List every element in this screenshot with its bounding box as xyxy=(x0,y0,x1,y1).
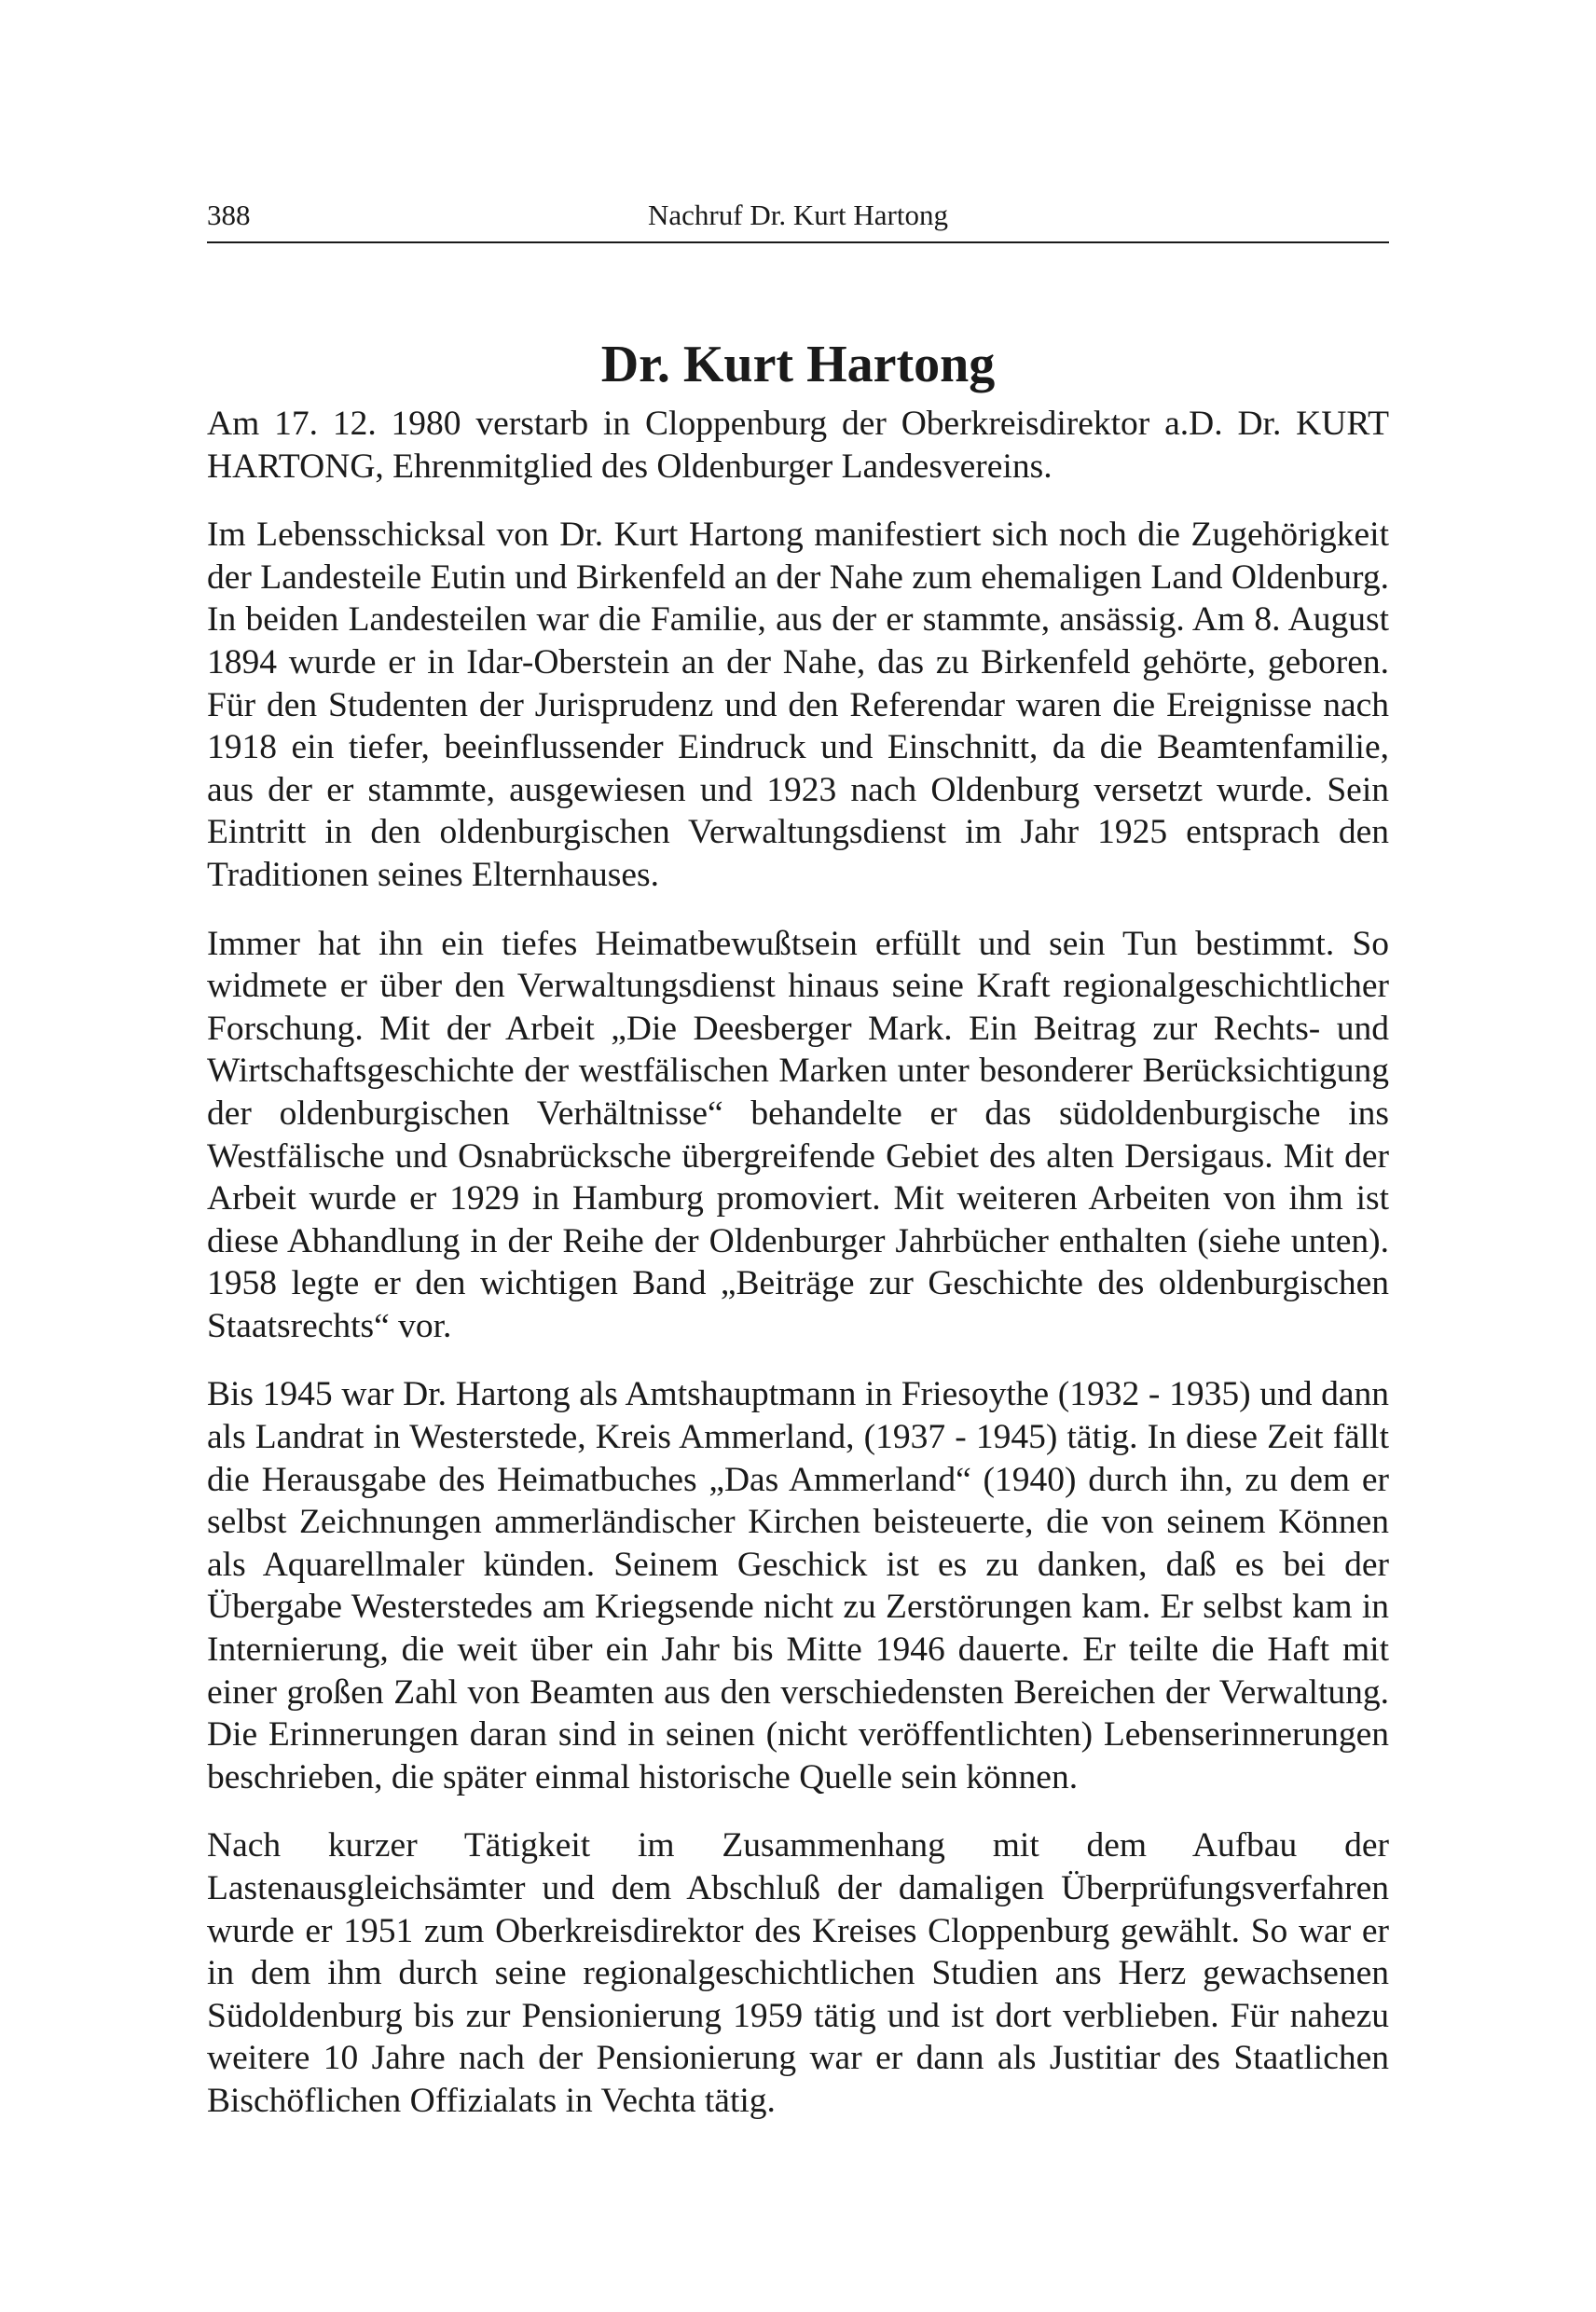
paragraph-intro: Am 17. 12. 1980 verstarb in Cloppenburg der Oberkreisdirektor a.D. Dr. KURT HARTONG, Ehrenmitglied des Oldenburger Landesvereins. xyxy=(207,405,1389,486)
running-title: Nachruf Dr. Kurt Hartong xyxy=(648,199,948,231)
article-body xyxy=(207,403,1389,2149)
page-number: 388 xyxy=(207,199,251,231)
paragraph-later-career: Nach kurzer Tätigkeit im Zusammenhang mit dem Aufbau der Lastenausgleichsämter und dem Abschluß der damaligen Überprüfungsverfahren wurde er 1951 zum Oberkreisdirektor des Kreises Cloppenburg gewählt. So war er in dem ihm durch seine regionalgeschichtlichen Studien ans Herz gewachsenen Südoldenburg bis zur Pensionierung 1959 tätig und ist dort verblieben. Für nahezu weitere 10 Jahre nach der Pensionierung war er dann als Justitiar des Staatlichen Bischöflichen Offizialats in Vechta tätig. xyxy=(207,1826,1389,2120)
running-header xyxy=(207,194,1389,237)
paragraph-research: Immer hat ihn ein tiefes Heimatbewußtsein erfüllt und sein Tun bestimmt. So widmete er über den Verwaltungsdienst hinaus seine Kraft regionalgeschichtlicher Forschung. Mit der Arbeit „Die Deesberger Mark. Ein Beitrag zur Rechts- und Wirtschaftsgeschichte der westfälischen Marken unter besonderer Berücksichtigung der oldenburgischen Verhältnisse“ behandelte er das südoldenburgische ins Westfälische und Osnabrücksche übergreifende Gebiet des alten Dersigaus. Mit der Arbeit wurde er 1929 in Hamburg promoviert. Mit weiteren Arbeiten von ihm ist diese Abhandlung in der Reihe der Oldenburger Jahrbücher enthalten (siehe unten). 1958 legte er den wichtigen Band „Beiträge zur Geschichte des oldenburgischen Staatsrechts“ vor. xyxy=(207,924,1389,1345)
paragraph-career-war: Bis 1945 war Dr. Hartong als Amtshauptmann in Friesoythe (1932 - 1935) und dann als Landrat in Westerstede, Kreis Ammerland, (1937 - 1945) tätig. In diese Zeit fällt die Herausgabe des Heimatbuches „Das Ammerland“ (1940) durch ihn, zu dem er selbst Zeichnungen ammerländischer Kirchen beisteuerte, die von seinem Können als Aquarellmaler künden. Seinem Geschick ist es zu danken, daß es bei der Übergabe Westerstedes am Kriegsende nicht zu Zerstörungen kam. Er selbst kam in Internierung, die weit über ein Jahr bis Mitte 1946 dauerte. Er teilte die Haft mit einer großen Zahl von Beamten aus den verschiedensten Bereichen der Verwaltung. Die Erinnerungen daran sind in seinen (nicht veröffentlichten) Lebenserinnerungen beschrieben, die später einmal historische Quelle sein können. xyxy=(207,1375,1389,1796)
header-rule xyxy=(207,241,1389,243)
paragraph-origins: Im Lebensschicksal von Dr. Kurt Hartong manifestiert sich noch die Zugehörigkeit der Landesteile Eutin und Birkenfeld an der Nahe zum ehemaligen Land Oldenburg. In beiden Landesteilen war die Familie, aus der er stammte, ansässig. Am 8. August 1894 wurde er in Idar-Oberstein an der Nahe, das zu Birkenfeld gehörte, geboren. Für den Studenten der Jurisprudenz und den Referendar waren die Ereignisse nach 1918 ein tiefer, beeinflussender Eindruck und Einschnitt, da die Beamtenfamilie, aus der er stammte, ausgewiesen und 1923 nach Oldenburg versetzt wurde. Sein Eintritt in den oldenburgischen Verwaltungsdienst im Jahr 1925 entsprach den Traditionen seines Elternhauses. xyxy=(207,516,1389,894)
article-title: Dr. Kurt Hartong xyxy=(600,336,996,393)
